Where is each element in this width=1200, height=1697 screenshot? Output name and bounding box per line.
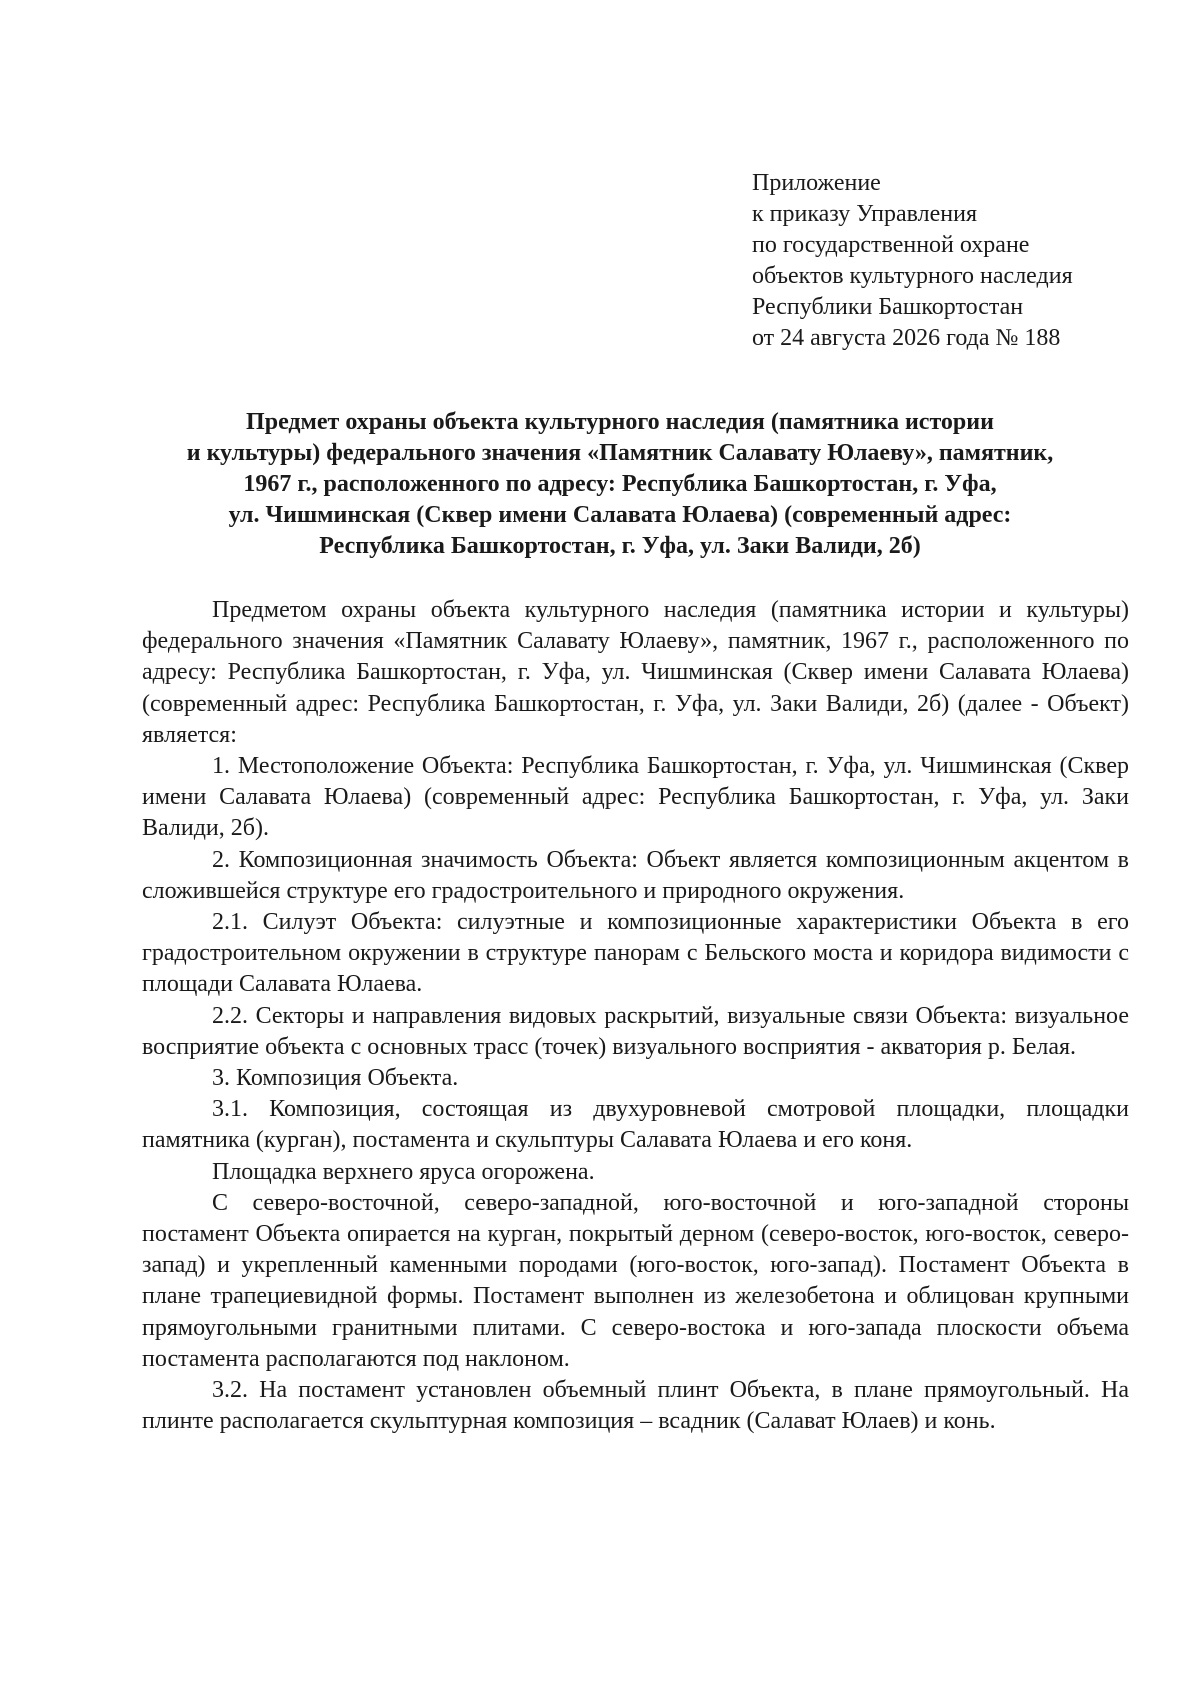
item-3-composition: 3. Композиция Объекта. xyxy=(212,1065,459,1092)
item-2-1-silhouette: 2.1. Силуэт Объекта: силуэтные и композиционные характеристики Объекта в его градостроительном окружении в структуре панорам с Бельского моста и коридора видимости с площади Салавата Юлаева. xyxy=(142,909,1129,998)
appendix-agency-line-2: объектов культурного наследия xyxy=(752,263,1073,289)
appendix-order-ref: к приказу Управления xyxy=(752,201,978,227)
item-1-location: 1. Местоположение Объекта: Республика Башкортостан, г. Уфа, ул. Чишминская (Сквер имени Салавата Юлаева) (современный адрес: Республика Башкортостан, г. Уфа, ул. Заки Валиди, 2б). xyxy=(142,753,1129,842)
title-line: и культуры) федерального значения «Памятник Салавату Юлаеву», памятник, xyxy=(186,440,1054,466)
item-3-1-composition-detail: 3.1. Композиция, состоящая из двухуровневой смотровой площадки, площадки памятника (курган), постамента и скульптуры Салавата Юлаева и его коня. xyxy=(142,1096,1129,1154)
appendix-header xyxy=(752,168,1152,354)
appendix-agency-line-1: по государственной охране xyxy=(752,232,1030,258)
upper-tier-paragraph: Площадка верхнего яруса огорожена. xyxy=(212,1158,595,1185)
appendix-label: Приложение xyxy=(752,170,881,196)
document-title xyxy=(130,407,1110,562)
title-line: ул. Чишминская (Сквер имени Салавата Юлаева) (современный адрес: xyxy=(228,502,1012,528)
item-3-2-plinth: 3.2. На постамент установлен объемный плинт Объекта, в плане прямоугольный. На плинте располагается скульптурная композиция – всадник (Салават Юлаев) и конь. xyxy=(142,1377,1129,1435)
appendix-agency-line-3: Республики Башкортостан xyxy=(752,294,1024,320)
title-line: Предмет охраны объекта культурного наследия (памятника истории xyxy=(246,409,994,435)
title-line: Республика Башкортостан, г. Уфа, ул. Заки Валиди, 2б) xyxy=(319,533,921,559)
document-body xyxy=(142,595,1129,1437)
title-line: 1967 г., расположенного по адресу: Республика Башкортостан, г. Уфа, xyxy=(243,471,997,497)
intro-paragraph: Предметом охраны объекта культурного наследия (памятника истории и культуры) федерального значения «Памятник Салавату Юлаеву», памятник, 1967 г., расположенного по адресу: Республика Башкортостан, г. Уфа, ул. Чишминская (Сквер имени Салавата Юлаева) (современный адрес: Республика Башкортостан, г. Уфа, ул. Заки Валиди, 2б) (далее - Объект) является: xyxy=(142,597,1129,748)
item-2-2-view-sectors: 2.2. Секторы и направления видовых раскрытий, визуальные связи Объекта: визуальное восприятие объекта с основных трасс (точек) визуального восприятия - акватория р. Белая. xyxy=(142,1002,1129,1060)
pedestal-paragraph: С северо-восточной, северо-западной, юго-восточной и юго-западной стороны постамент Объекта опирается на курган, покрытый дерном (северо-восток, юго-восток, северо-запад) и укрепленный каменными породами (юго-восток, юго-запад). Постамент Объекта в плане трапециевидной формы. Постамент выполнен из железобетона и облицован крупными прямоугольными гранитными плитами. С северо-востока и юго-запада плоскости объема постамента располагаются под наклоном. xyxy=(142,1189,1129,1372)
item-2-significance: 2. Композиционная значимость Объекта: Объект является композиционным акцентом в сложившейся структуре его градостроительного и природного окружения. xyxy=(142,846,1129,904)
appendix-order-date-number: от 24 августа 2026 года № 188 xyxy=(752,325,1061,351)
